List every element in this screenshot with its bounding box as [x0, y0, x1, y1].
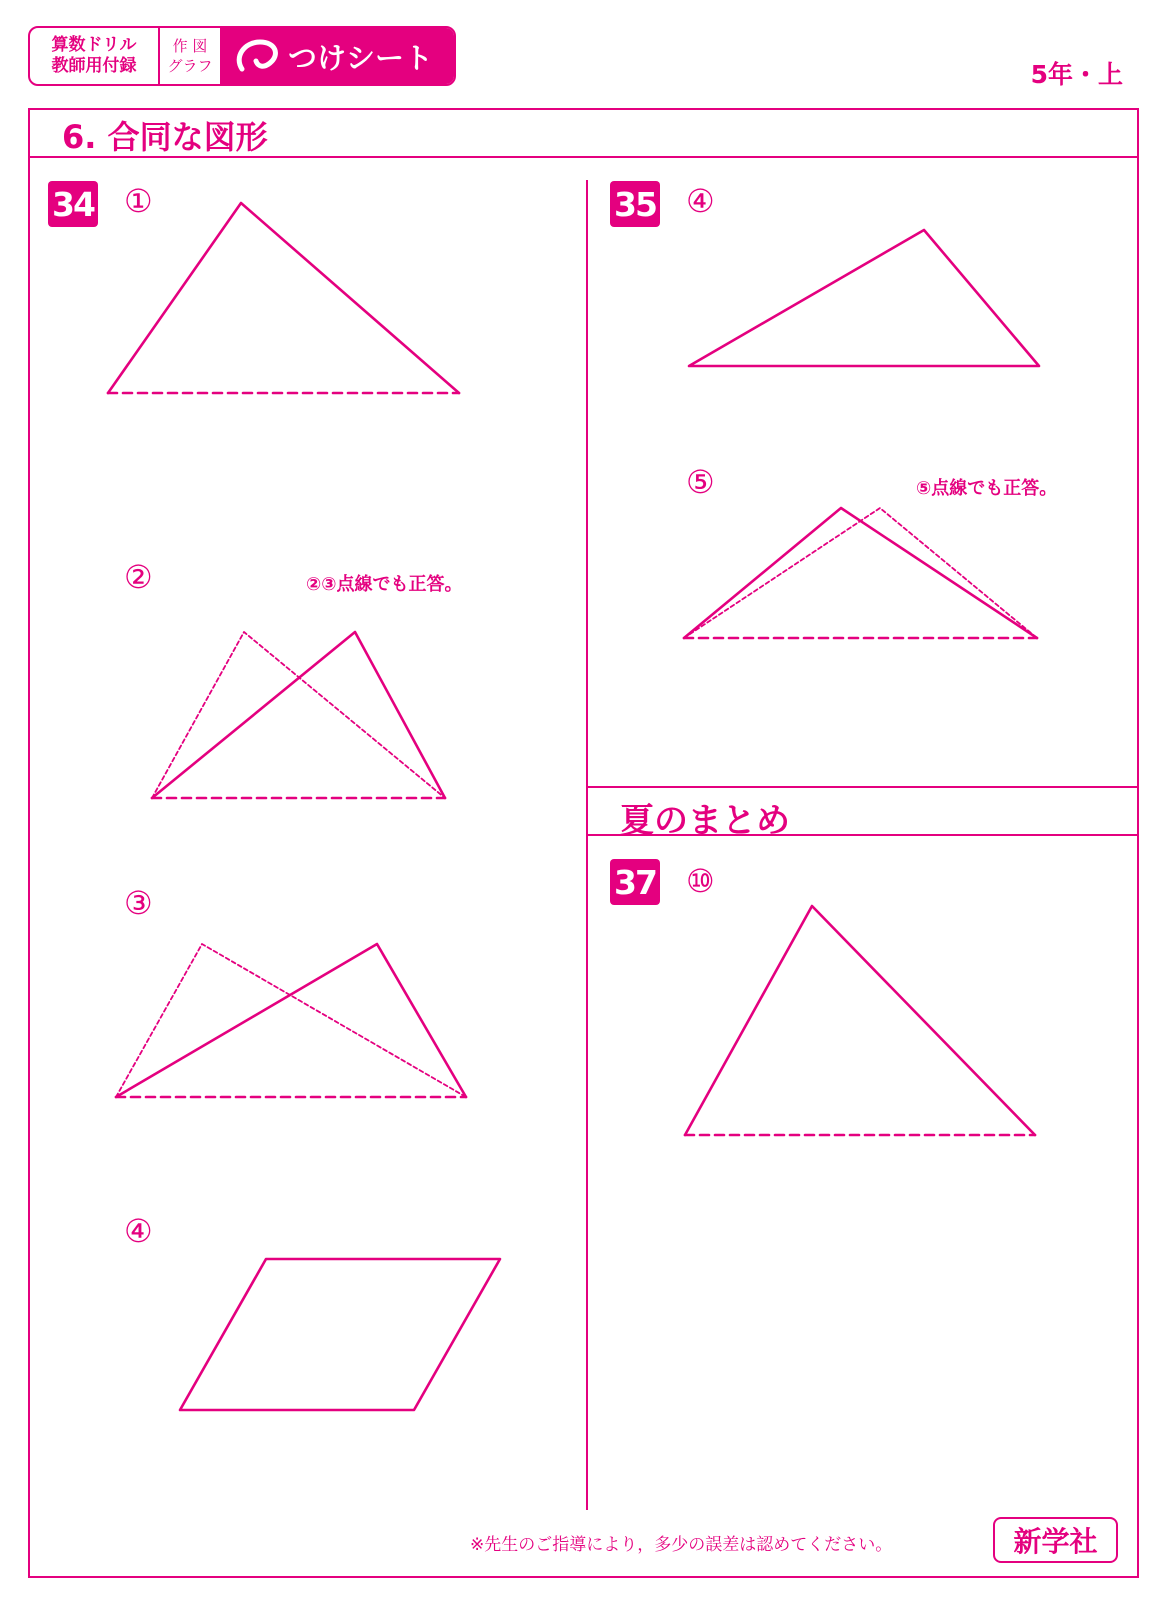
- triangle-q1: [108, 203, 459, 393]
- label-q10: ⑩: [686, 862, 715, 900]
- triangle-q5: [684, 508, 1037, 638]
- badge-sub1: 作 図: [172, 37, 208, 55]
- label-q4-right: ④: [686, 182, 715, 220]
- triangle-q4-right: [689, 230, 1039, 366]
- badge-line2: 教師用付録: [51, 56, 137, 76]
- problem-number-34: 34: [48, 181, 98, 227]
- label-q4-left: ④: [124, 1212, 153, 1250]
- triangle-q3: [116, 944, 466, 1097]
- footer-disclaimer: ※先生のご指導により，多少の誤差は認めてください。: [470, 1535, 893, 1555]
- badge-line1: 算数ドリル: [51, 35, 137, 55]
- label-q5: ⑤: [686, 463, 715, 501]
- label-q2: ②: [124, 558, 153, 596]
- badge-title: つけシート: [288, 40, 434, 75]
- triangle-q2: [152, 632, 445, 798]
- label-q1: ①: [124, 182, 153, 220]
- grade-label: 5年・上: [1030, 60, 1123, 89]
- note-q2-q3: ②③点線でも正答。: [306, 574, 463, 595]
- label-q3: ③: [124, 884, 153, 922]
- summer-title: 夏のまとめ: [620, 801, 790, 841]
- badge-sub2: グラフ: [167, 57, 213, 75]
- publisher-logo: 新学社: [993, 1517, 1118, 1563]
- problem-number-37: 37: [610, 859, 660, 905]
- note-q5: ⑤点線でも正答。: [916, 478, 1058, 499]
- section-title: 6. 合同な図形: [62, 118, 268, 156]
- problem-number-35: 35: [610, 181, 660, 227]
- parallelogram-q4: [180, 1259, 500, 1410]
- triangle-q10: [685, 906, 1035, 1135]
